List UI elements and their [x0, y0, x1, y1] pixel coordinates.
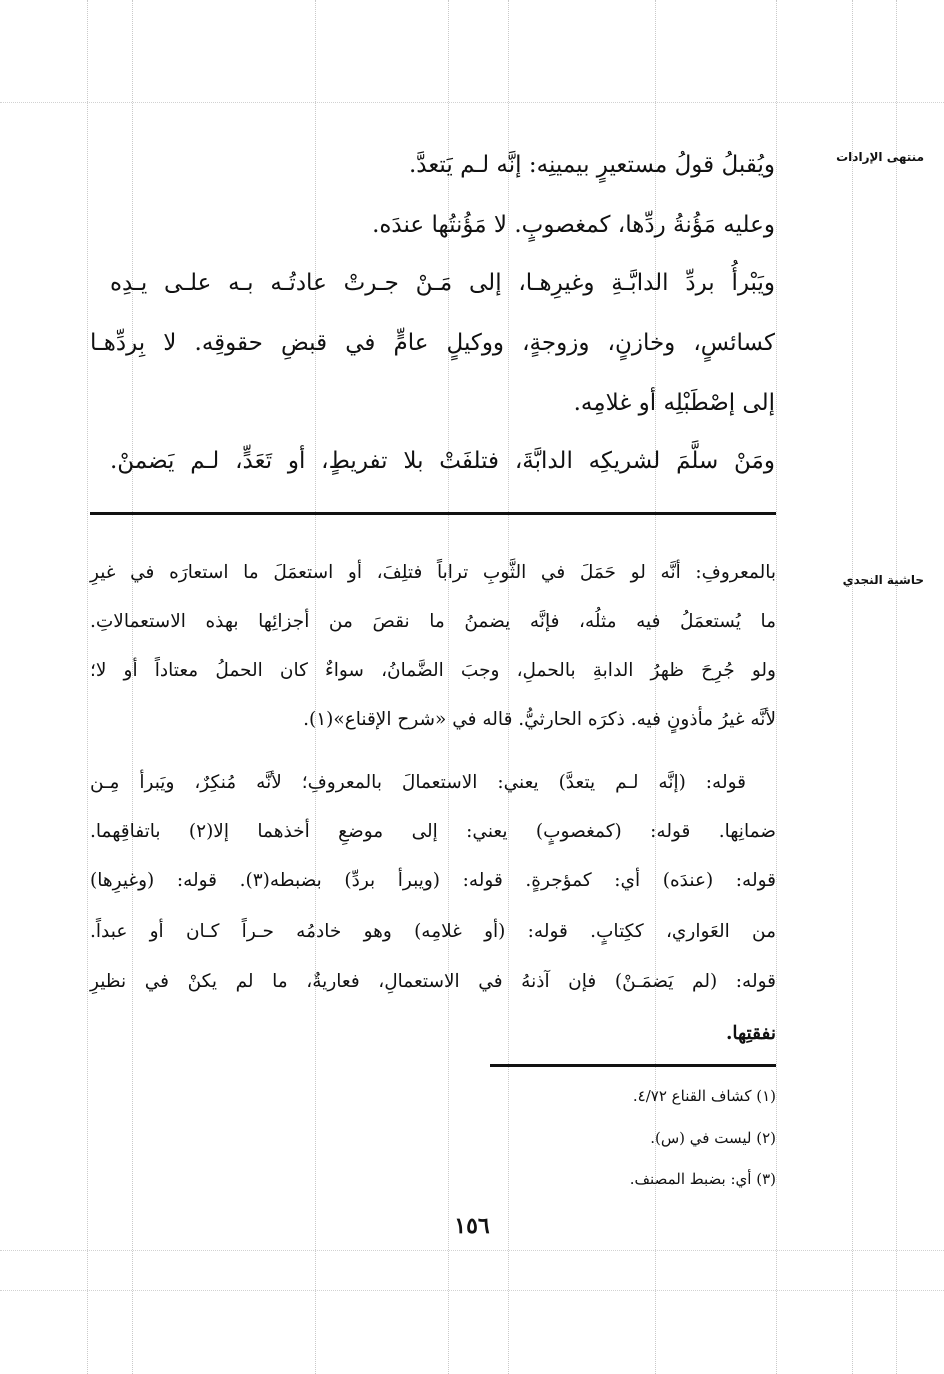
guide-line [776, 0, 777, 1374]
hashiya-line: ما يُستعمَلُ فيه مثلُه، فإنَّه يضمنُ ما نقصَ من أجزائِها بهذه الاستعمالاتِ. [90, 611, 776, 632]
hashiya-line: ولو جُرِحَ ظهرُ الدابةِ بالحملِ، وجبَ الضَّمانُ، سواءٌ كان الحملُ معتاداً أو لا؛ [90, 660, 776, 681]
footnote: (٣) أي: بضبط المصنف. [629, 1170, 776, 1188]
hashiya-line: ضمانِها. قوله: (كمغصوبٍ) يعني: إلى موضعِ أخذهما إلا(٢) باتفاقِهما. [90, 821, 776, 842]
guide-line [448, 0, 449, 1374]
guide-line [896, 0, 897, 1374]
guide-line [315, 0, 316, 1374]
guide-line [852, 0, 853, 1374]
margin-label-matn: منتهى الإرادات [836, 150, 924, 164]
guide-line [0, 1290, 944, 1291]
footnote-divider [490, 1064, 776, 1067]
margin-label-hashiya: حاشية النجدي [842, 573, 924, 587]
section-divider [90, 512, 776, 515]
matn-line: إلى إصْطَبْلِه أو غلامِه. [573, 390, 775, 416]
page-number: ١٥٦ [454, 1213, 490, 1239]
hashiya-line: قوله: (لم يَضمَـنْ) فإن آذنهُ في الاستعمالِ، فعاريةٌ، ما لم يكنْ في نظيرِ [90, 971, 776, 992]
guide-line [0, 1250, 944, 1251]
matn-line: ويَبْرأُ بردِّ الدابَّـةِ وغيرِهـا، إلى مَـنْ جـرتْ عادتُـه بـه علـى يـدِه [110, 270, 775, 296]
hashiya-line: قوله: (عندَه) أي: كمؤجرةٍ. قوله: (ويبرأ بردِّ) بضبطه(٣). قوله: (وغيرِها) [90, 870, 776, 891]
guide-line [508, 0, 509, 1374]
guide-line [0, 102, 944, 103]
hashiya-line: قوله: (إنَّه لـم يتعدَّ) يعني: الاستعمالَ بالمعروفِ؛ لأنَّه مُنكِرٌ، ويَبرأ مِـن [90, 772, 746, 793]
hashiya-line: من العَواري، ككِتابٍ. قوله: (أو غلامِه) وهو خادمُه حـراً كـان أو عبداً. [90, 921, 776, 942]
matn-line: وعليه مَؤُنةُ ردِّها، كمغصوبٍ. لا مَؤُنتُها عندَه. [372, 212, 775, 238]
hashiya-line: لأنَّه غيرُ مأذونٍ فيه. ذكرَه الحارثيُّ. قاله في «شرح الإقناع»(١). [303, 709, 776, 730]
guide-line [655, 0, 656, 1374]
matn-line: كسائسٍ، وخازنٍ، وزوجةٍ، ووكيلٍ عامٍّ في قبضِ حقوقِه. لا بِردِّهـا [90, 330, 776, 356]
guide-line [132, 0, 133, 1374]
hashiya-line: بالمعروفِ: أنَّه لو حَمَلَ في الثَّوبِ تراباً فتلِفَ، أو استعمَلَ ما استعارَه في غيرِ [90, 562, 776, 583]
footnote: (١) كشاف القناع ٤/٧٢. [632, 1087, 776, 1105]
matn-line: ويُقبلُ قولُ مستعيرٍ بيمينِه: إنَّه لـم يَتعدَّ. [408, 152, 775, 178]
footnote: (٢) ليست في (س). [650, 1129, 776, 1147]
matn-line: ومَنْ سلَّمَ لشريكِه الدابَّةَ، فتلفَتْ بلا تفريطٍ، أو تَعَدٍّ، لـم يَضمنْ. [110, 448, 775, 474]
guide-line [87, 0, 88, 1374]
hashiya-line: نفقتِها. [725, 1023, 776, 1044]
